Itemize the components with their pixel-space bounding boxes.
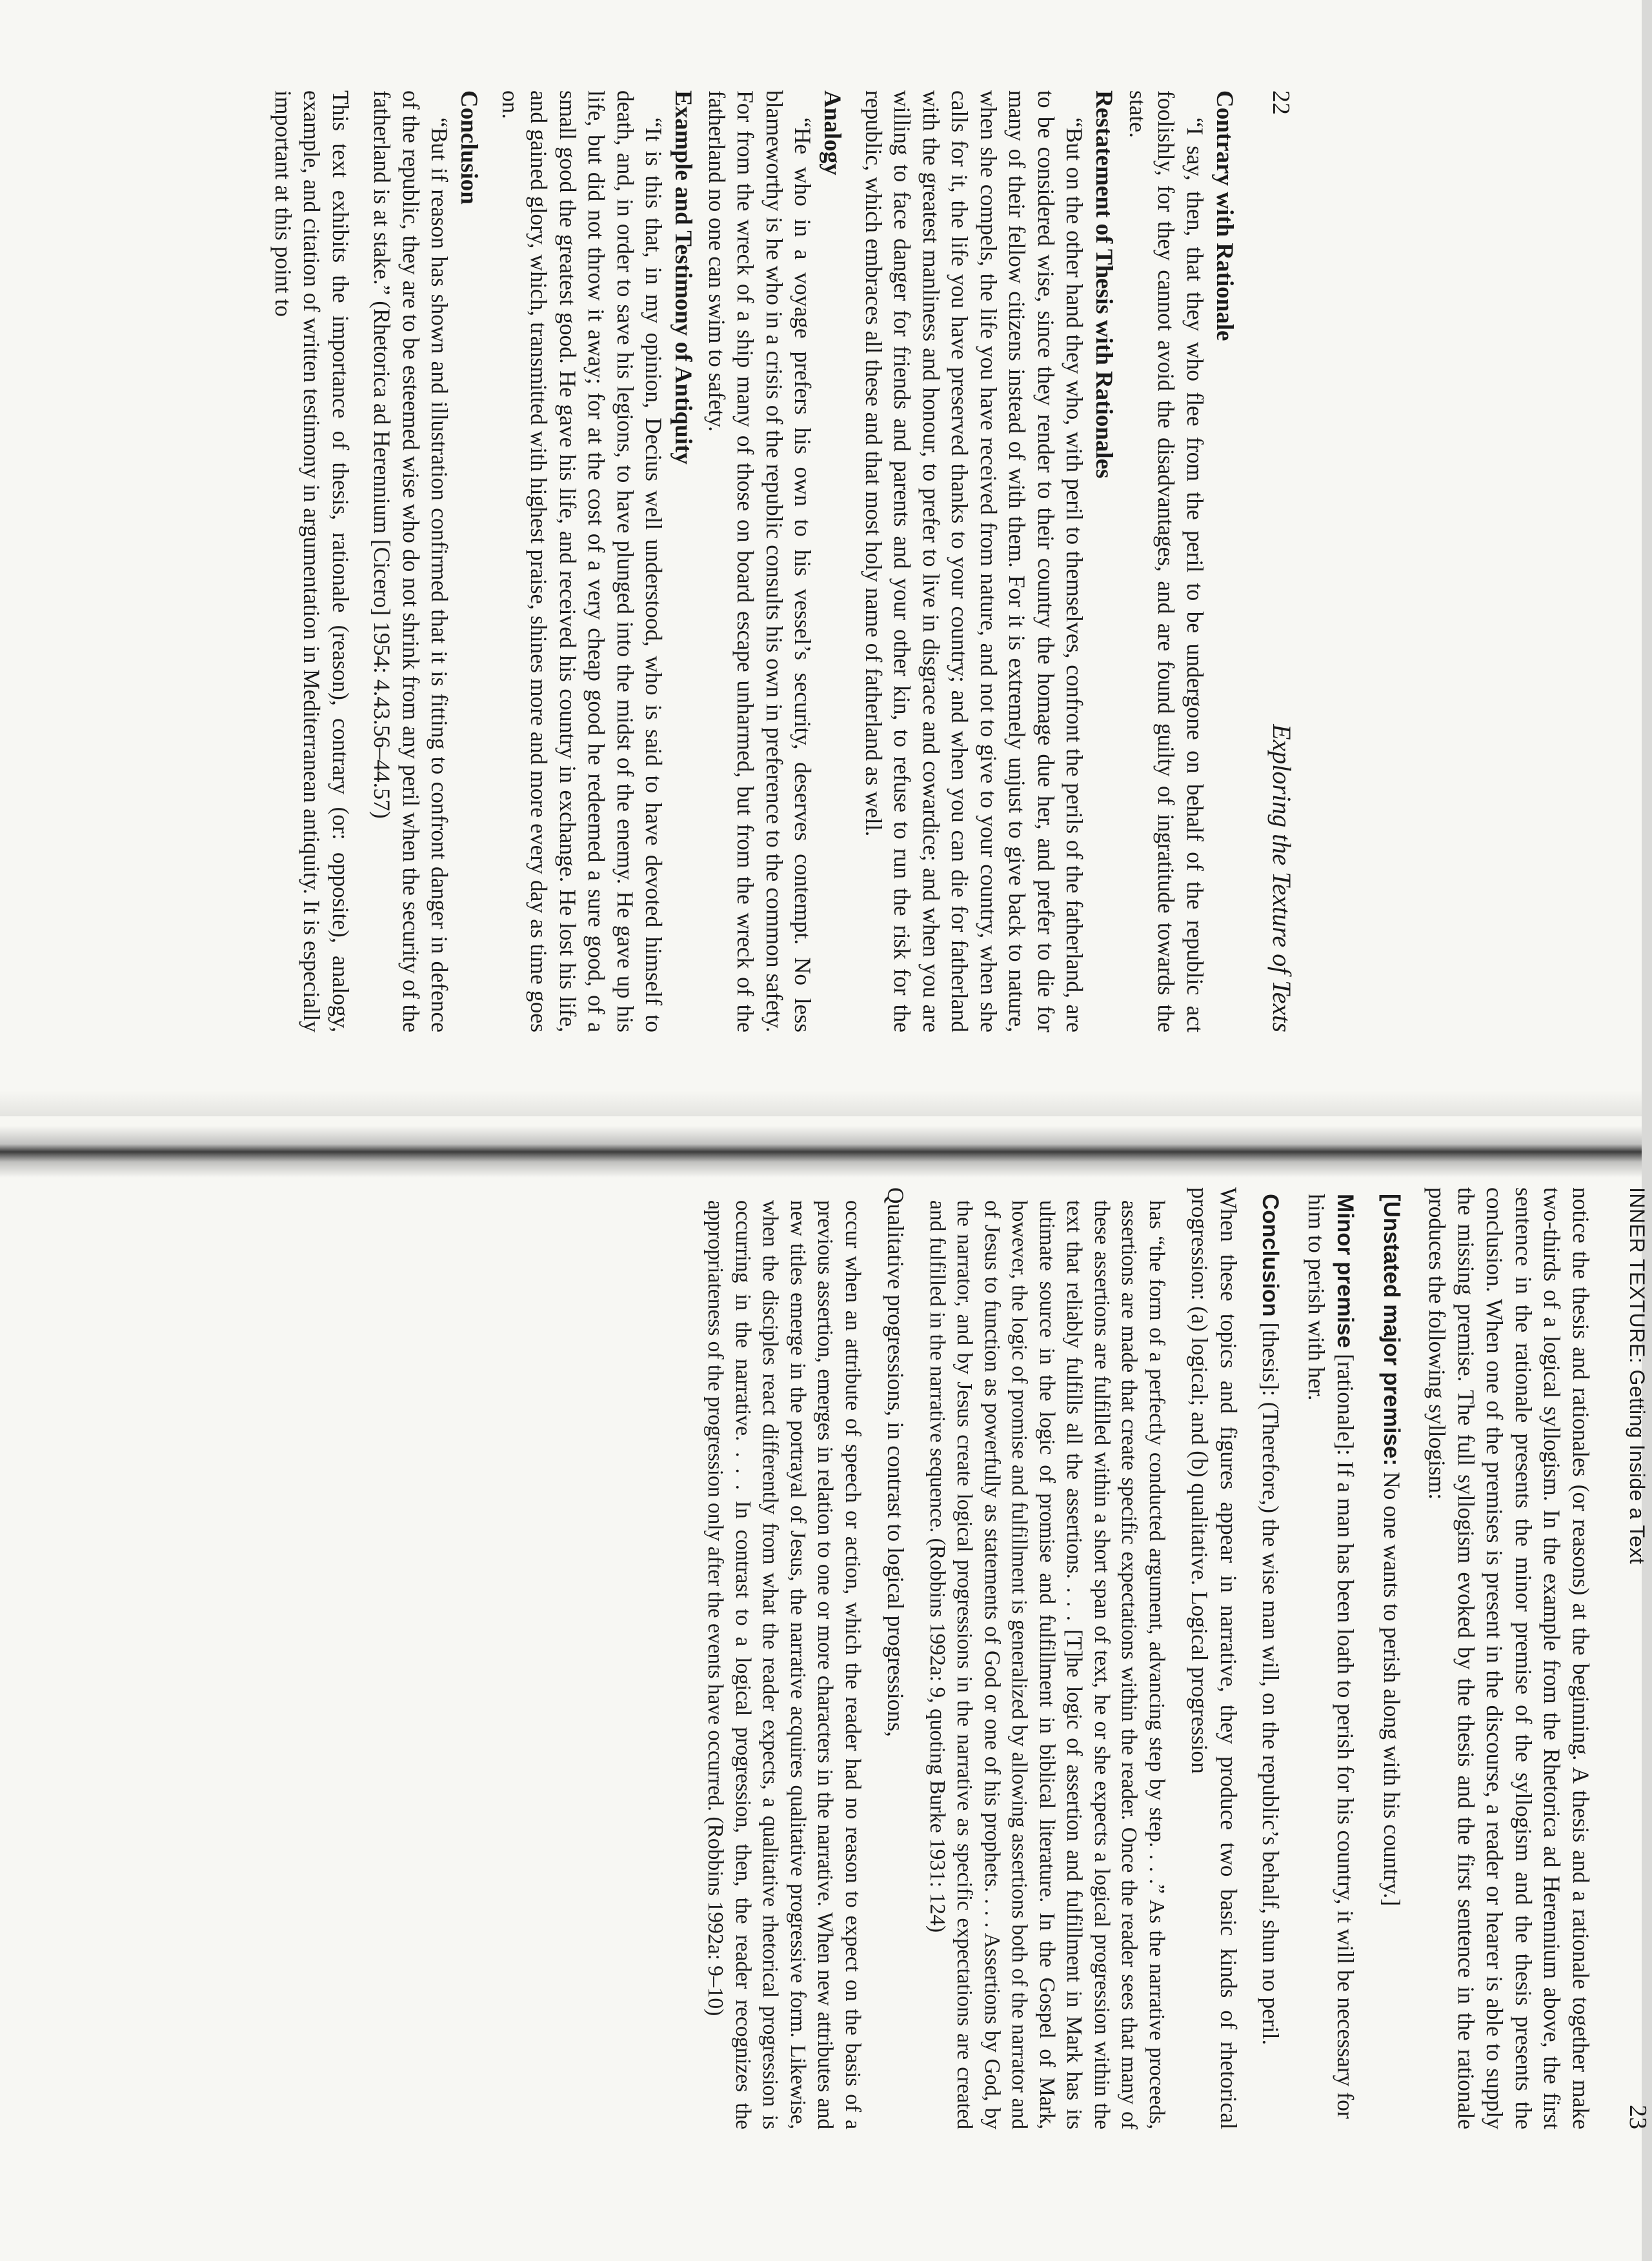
running-head-title: Exploring the Texture of Texts — [1267, 724, 1296, 1032]
closing-paragraph: This text exhibits the importance of thesis, rationale (reason), contrary (or: opposite), analogy, example, and citation of written testimony in argumentation in Mediterranean antiquity. It is especially important at this point to — [270, 90, 354, 1032]
syllogism-text: [rationale]: If a man has been loath to perish for his country, it will be necessary for him to perish with her. — [1304, 1194, 1359, 2119]
page-23 — [284, 1187, 1652, 2129]
syllogism-text: No one wants to perish along with his country.] — [1379, 1466, 1405, 1907]
section-text: “It is this that, in my opinion, Decius well understood, who is said to have devoted himself to death, and, in order to save his legions, to have plunged into the midst of the enemy. He gave up his life, but did not throw it away; for at the cost of a very cheap good he redeemed a sure good, of a small good the greatest good. He gave his life, and received his country in exchange. He lost his life, and gained glory, which, transmitted with highest praise, shines more and more every day as time goes on. — [498, 90, 667, 1032]
syllogism-label: [Unstated major premise: — [1379, 1194, 1404, 1467]
section-text: “But if reason has shown and illustration confirmed that it is fitting to confront danger in defence of the republic, they are to be esteemed wise who do not shrink from any peril when the security of the fatherland is at stake.” (Rhetorica ad Herennium [Cicero] 1954: 4.43.56–44.57) — [369, 90, 453, 1032]
page-number: 22 — [1267, 90, 1294, 115]
qualitative-intro: Qualitative progressions, in contrast to logical progressions, — [883, 1187, 909, 1737]
syllogism-conclusion — [1256, 1187, 1285, 2129]
syllogism-label: Conclusion — [1258, 1194, 1284, 1317]
syllogism-minor — [1302, 1187, 1360, 2129]
section-heading: Analogy — [819, 90, 846, 176]
intro-paragraph: notice the thesis and rationales (or reasons) at the beginning. A thesis and a rationale together make two-thirds of a logical syllogism. In the example from the Rhetorica ad Herennium above, the first sentence in the rationale presents the minor premise of the syllogism and the thesis presents the conclusion. When one of the premises is present in the discourse, a reader or hearer is able to supply the missing premise. The full syllogism evoked by the thesis and the first sentence in the rationale produces the following syllogism: — [1424, 1187, 1594, 2129]
running-head-title: INNER TEXTURE: Getting Inside a Text — [1626, 1187, 1649, 1565]
syllogism-major — [1377, 1187, 1407, 2129]
syllogism-text: [thesis]: (Therefore,) the wise man will, on the republic’s behalf, shun no peril. — [1258, 1316, 1284, 2045]
running-head-right — [1624, 1187, 1652, 2129]
page-22 — [0, 90, 1297, 1032]
section-text: “He who in a voyage prefers his own to his vessel’s security, deserves contempt. No less blameworthy is he who in a crisis of the republic consults his own in preference to the common safety. For from the wreck of a ship many of those on board escape unharmed, but from the wreck of the fatherland no one can swim to safety. — [704, 90, 816, 1032]
fold-shadow — [0, 1090, 1642, 1116]
topics-paragraph: When these topics and figures appear in narrative, they produce two basic kinds of rhetorical progression: (a) logical; and (b) qualitative. Logical progression — [1187, 1187, 1242, 2129]
section-heading: Contrary with Rationale — [1211, 90, 1238, 341]
syllogism-label: Minor premise — [1333, 1194, 1358, 1349]
section-heading: Example and Testimony of Antiquity — [670, 90, 697, 465]
running-head-left — [1267, 90, 1297, 1032]
section-text: “I say, then, that they who flee from the peril to be undergone on behalf of the republic act foolishly, for they cannot avoid the disadvantages, and are found guilty of ingratitude towards the state. — [1125, 90, 1208, 1032]
page-number: 23 — [1624, 2105, 1651, 2129]
section-heading: Restatement of Thesis with Rationales — [1091, 90, 1118, 479]
book-gutter — [0, 1126, 1642, 1178]
section-text: “But on the other hand they who, with peril to themselves, confront the perils of the fatherland, are to be considered wise, since they render to their country the homage due her, and prefer to die for many of their fellow citizens instead of with them. For it is extremely unjust to give back to nature, when she compels, the life you have received from nature, and not to give to your country, when she calls for it, the life you have preserved thanks to your country; and when you can die for fatherland with the greatest manliness and honour, to prefer to live in disgrace and cowardice; and when you are willing to face danger for friends and parents and your other kin, to refuse to run the risk for the republic, which embraces all these and that most holy name of fatherland as well. — [861, 90, 1088, 1032]
section-heading: Conclusion — [456, 90, 483, 205]
block-quote: occur when an attribute of speech or action, which the reader had no reason to expect on the basis of a previous assertion, emerges in relation to one or more characters in the narrative. When new attributes and new titles emerge in the portrayal of Jesus, the narrative acquires qualitative progressive form. Likewise, when the disciples react differently from what the reader expects, a qualitative rhetorical progression is occurring in the narrative. . . . In contrast to a logical progression, then, the reader recognizes the appropriateness of the progression only after the events have occurred. (Robbins 1992a: 9–10) — [703, 1200, 865, 2129]
block-quote: has “the form of a perfectly conducted argument, advancing step by step. . . .” As the narrative proceeds, assertions are made that create specific expectations within the reader. Once the reader sees that many of these assertions are fulfilled within a short span of text, he or she expects a logical progression within the text that reliably fulfills all the assertions. . . . [T]he logic of assertion and fulfillment in Mark has its ultimate source in the logic of promise and fulfillment in biblical literature. In the Gospel of Mark, however, the logic of promise and fulfillment is generalized by allowing assertions both of the narrator and of Jesus to function as powerfully as statements of God or one of his prophets. . . . Assertions by God, by the narrator, and by Jesus create logical progressions in the narrative as specific expectations are created and fulfilled in the narrative sequence. (Robbins 1992a: 9, quoting Burke 1931: 124) — [925, 1200, 1169, 2129]
